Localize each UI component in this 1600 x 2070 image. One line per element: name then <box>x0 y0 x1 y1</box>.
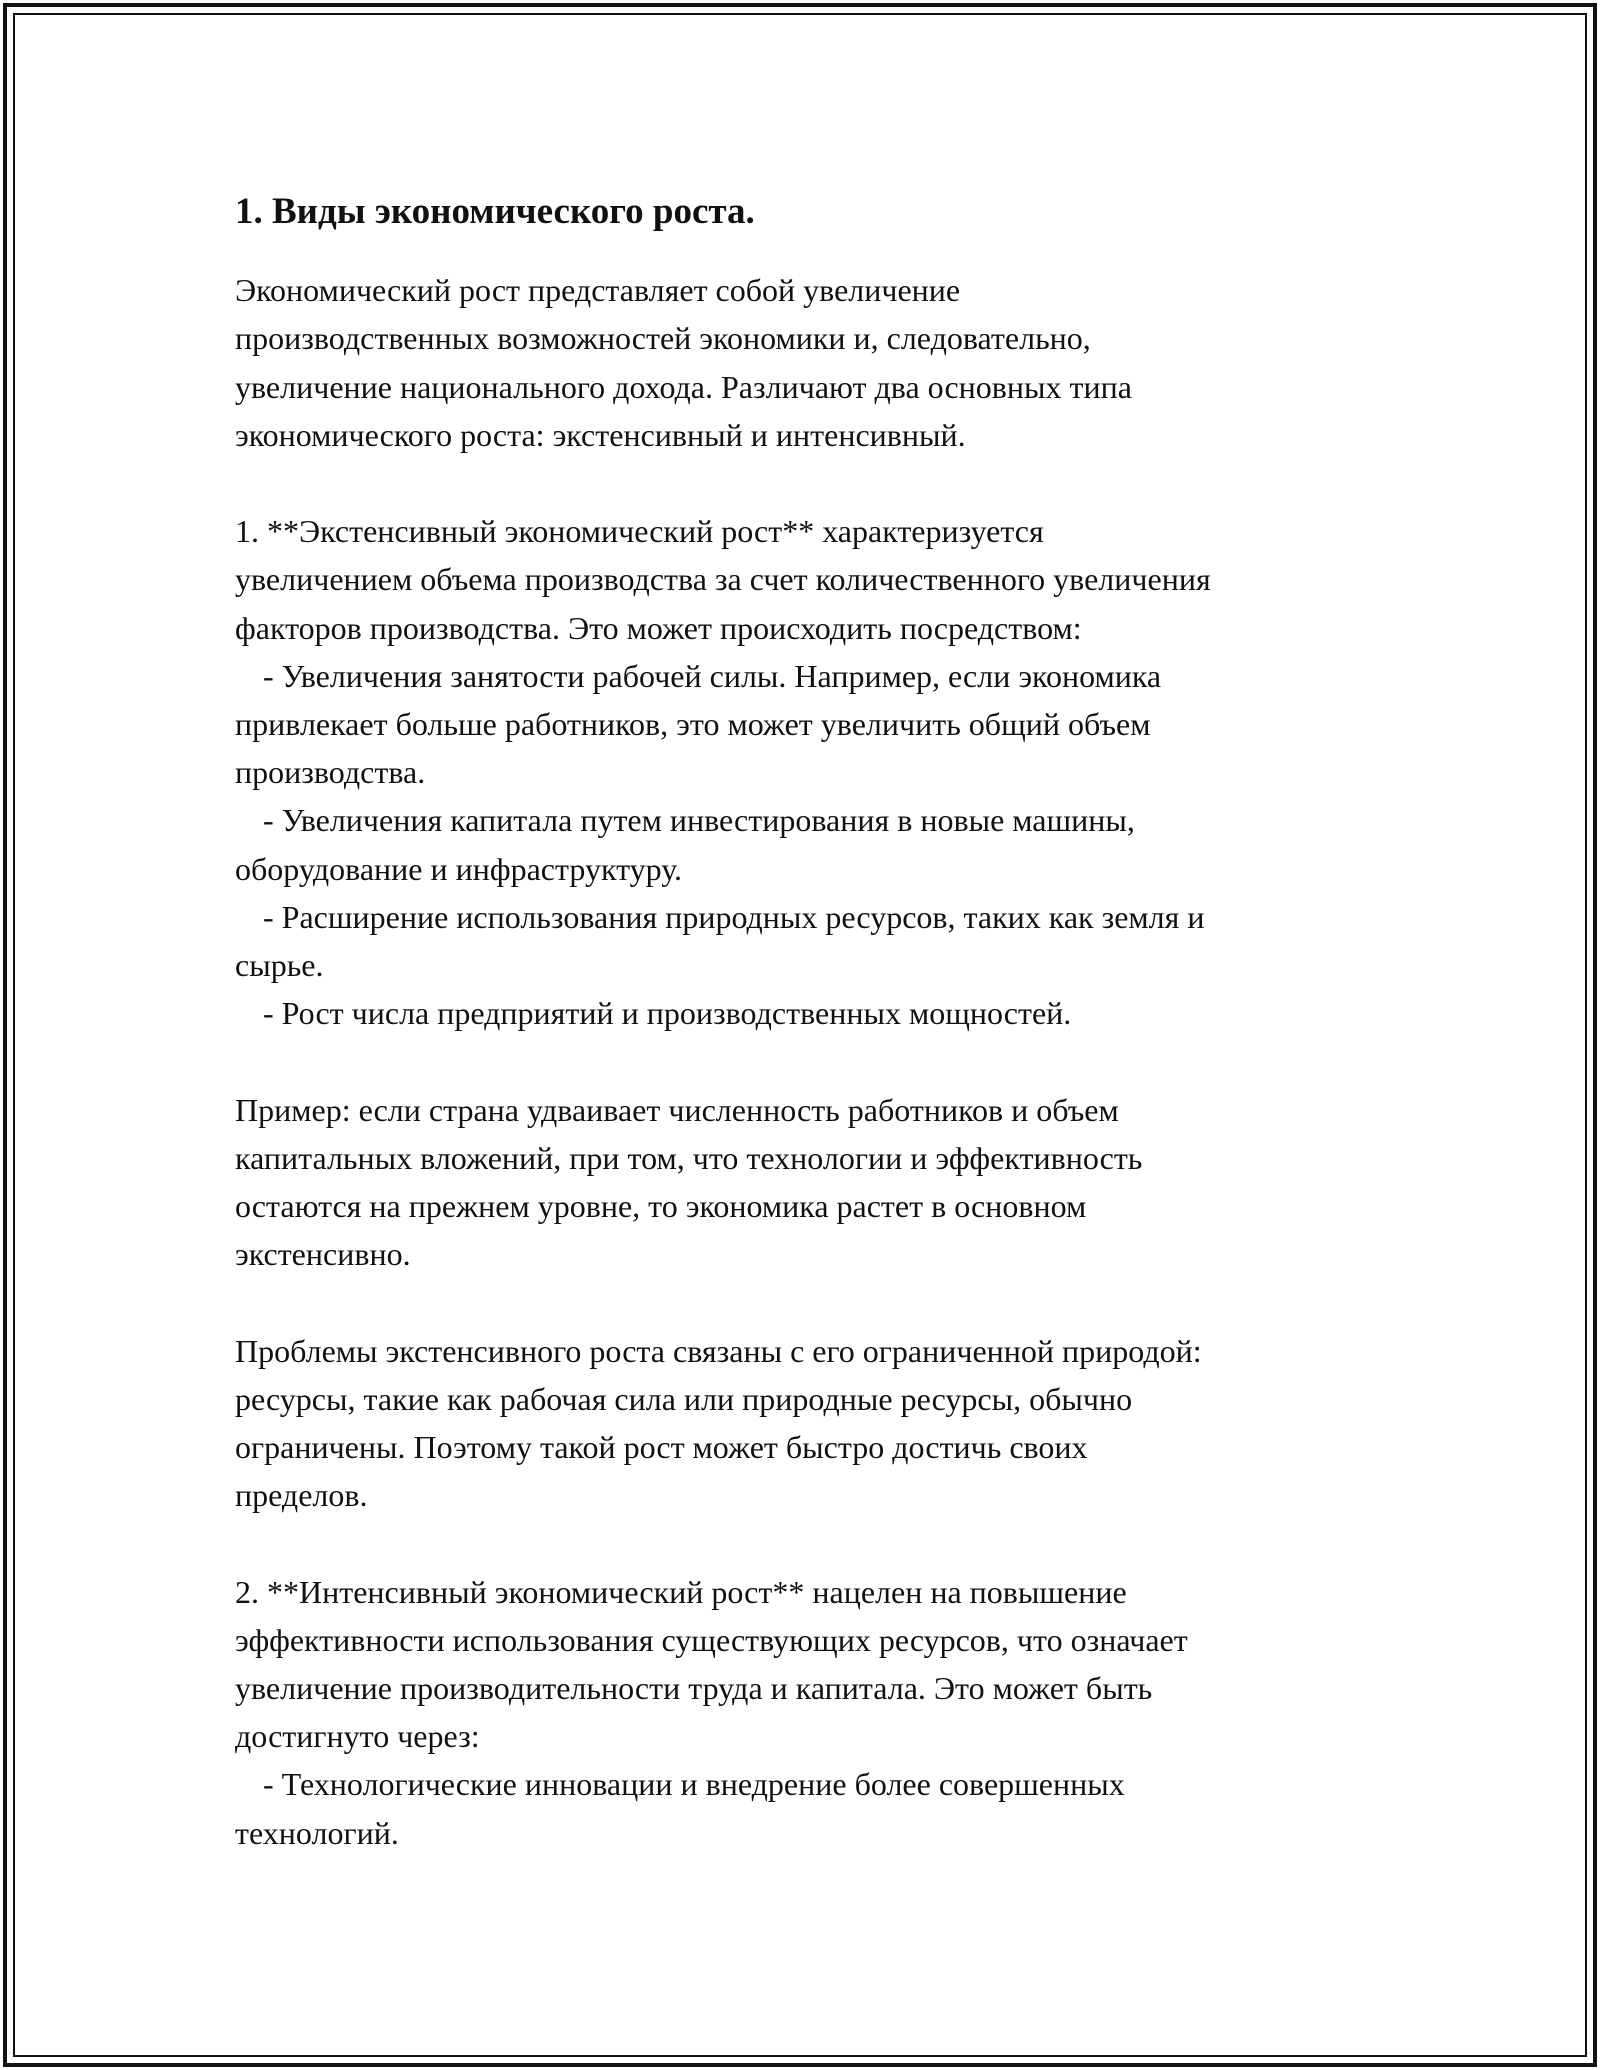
text-line: Экономический рост представляет собой увеличение <box>235 272 961 309</box>
text-line: увеличение производительности труда и капитала. Это может быть <box>235 1669 1153 1706</box>
blank-line <box>235 1278 1405 1326</box>
text-line: 1. **Экстенсивный экономический рост** характеризуется <box>235 513 1044 550</box>
text-line: - Технологические инновации и внедрение более совершенных <box>263 1766 1125 1803</box>
text-line: экстенсивно. <box>235 1236 411 1273</box>
document-title: 1. Виды экономического роста. <box>235 191 755 232</box>
text-line: Пример: если страна удваивает численность работников и объем <box>235 1091 1119 1128</box>
text-line: увеличением объема производства за счет количественного увеличения <box>235 561 1211 598</box>
document-body <box>235 266 1405 1857</box>
text-line: увеличение национального дохода. Различают два основных типа <box>235 368 1132 405</box>
blank-line <box>235 459 1405 507</box>
text-line: - Расширение использования природных ресурсов, таких как земля и <box>263 898 1205 935</box>
text-line: факторов производства. Это может происходить посредством: <box>235 609 1082 646</box>
text-line: производственных возможностей экономики и, следовательно, <box>235 320 1091 357</box>
blank-line <box>235 1037 1405 1085</box>
text-line: - Увеличения занятости рабочей силы. Например, если экономика <box>263 657 1162 694</box>
blank-line <box>235 1519 1405 1567</box>
text-line: технологий. <box>235 1814 399 1851</box>
text-line: эффективности использования существующих ресурсов, что означает <box>235 1621 1188 1658</box>
text-line: пределов. <box>235 1477 368 1514</box>
text-line: ресурсы, такие как рабочая сила или природные ресурсы, обычно <box>235 1380 1133 1417</box>
text-line: экономического роста: экстенсивный и интенсивный. <box>235 416 966 453</box>
text-line: Проблемы экстенсивного роста связаны с его ограниченной природой: <box>235 1332 1202 1369</box>
text-line: достигнуто через: <box>235 1718 480 1755</box>
text-line: сырье. <box>235 946 324 983</box>
text-line: капитальных вложений, при том, что технологии и эффективность <box>235 1139 1143 1176</box>
text-line: - Рост числа предприятий и производственных мощностей. <box>263 995 1072 1032</box>
text-line: остаются на прежнем уровне, то экономика растет в основном <box>235 1187 1087 1224</box>
text-line: - Увеличения капитала путем инвестирования в новые машины, <box>263 802 1135 839</box>
text-line: ограничены. Поэтому такой рост может быстро достичь своих <box>235 1428 1088 1465</box>
text-line: производства. <box>235 754 426 791</box>
text-line: оборудование и инфраструктуру. <box>235 850 682 887</box>
document-page <box>235 188 1405 1857</box>
text-line: 2. **Интенсивный экономический рост** нацелен на повышение <box>235 1573 1127 1610</box>
text-line: привлекает больше работников, это может увеличить общий объем <box>235 705 1151 742</box>
